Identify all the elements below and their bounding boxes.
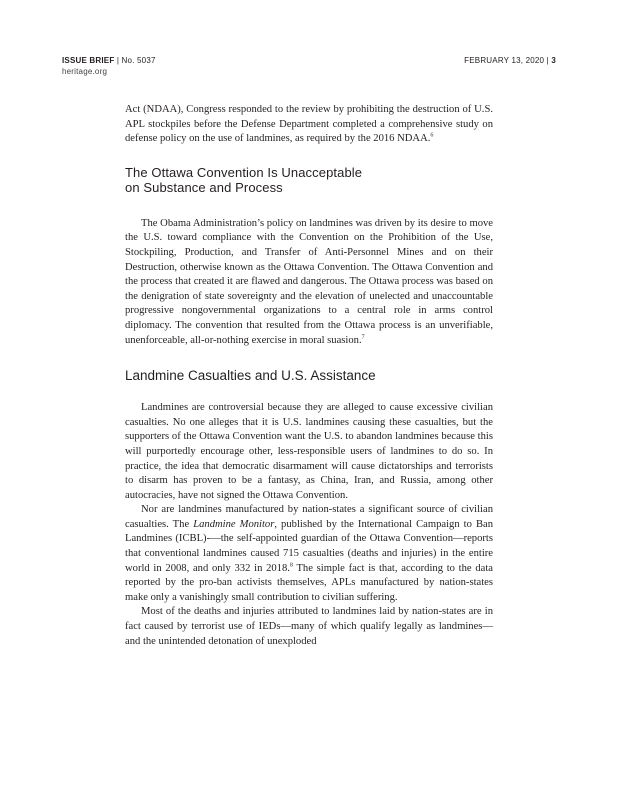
paragraph-text: , published by the International Campaign to Ban Landmines (ICBL)-—the self-appointed guardian of the Ottawa Convention—reports that conventional landmines caused 715 casualties (deaths and injuries) in the entire world in 2008, and only 332 in 2018. (125, 518, 494, 574)
body-paragraph (125, 401, 493, 503)
publication-title: Landmine Monitor (193, 518, 275, 530)
section-heading-ottawa (125, 165, 493, 195)
article-body (125, 103, 493, 649)
publication-date: FEBRUARY 13, 2020 | (464, 56, 552, 65)
body-paragraph (125, 503, 493, 605)
heading-line-2: on Substance and Process (125, 179, 283, 195)
series-label: ISSUE BRIEF (62, 56, 115, 65)
series-number: | No. 5037 (114, 56, 156, 65)
footnote-ref[interactable]: 8 (289, 562, 293, 569)
paragraph-text: Nor are landmines manufactured by nation-states a significant source of civilian casualties. The (125, 504, 493, 530)
paragraph-text: The simple fact is that, according to the data reported by the pro-ban activists themselves, APLs manufactured by nation-states make only a vanishingly small contribution to civilian suffering. (125, 562, 493, 603)
body-paragraph (125, 605, 493, 649)
date-page-info (464, 56, 556, 66)
paragraph-text: Most of the deaths and injuries attributed to landmines laid by nation-states are in fact caused by terrorist use of IEDs—many of which qualify legally as landmines—and the unintended detonation of unexploded (125, 606, 493, 647)
body-paragraph (125, 217, 493, 348)
page-header (0, 0, 618, 90)
paragraph-text: Landmines are controversial because they are alleged to cause excessive civilian casualties. No one alleges that it is U.S. landmines causing these casualties, but the supporters of the Ottawa Convention want the U.S. to abandon landmines because this will purportedly encourage other, less-responsible users of landmines to do so. In practice, the idea that democratic disarmament will cause dictatorships and terrorists to disarm has proven to be a fantasy, as China, Iran, and Russia, among other autocracies, have not signed the Ottawa Convention. (125, 402, 493, 501)
section-heading-casualties: Landmine Casualties and U.S. Assistance (125, 368, 376, 384)
publication-info (62, 56, 156, 77)
page-number: 3 (551, 56, 556, 65)
paragraph-text: The Obama Administration’s policy on landmines was driven by its desire to move the U.S. toward compliance with the Convention on the Prohibition of the Use, Stockpiling, Production, and Transfer of Anti-Personnel Mines and on their Destruction, otherwise known as the Ottawa Convention. The Ottawa Convention and the process that created it are flawed and dangerous. The Ottawa process was based on the denigration of state sovereignty and the elevation of unelected and unaccountable progressive nongovernmental organizations to a central role in arms control diplomacy. The convention that resulted from the Ottawa process is an unverifiable, unenforceable, all-or-nothing exercise in moral suasion. (125, 217, 493, 346)
footnote-ref[interactable]: 7 (361, 334, 365, 340)
intro-paragraph (125, 103, 493, 147)
heading-line-1: The Ottawa Convention Is Unacceptable (125, 164, 363, 180)
footnote-ref[interactable]: 6 (430, 132, 434, 139)
intro-text: Act (NDAA), Congress responded to the review by prohibiting the destruction of U.S. APL stockpiles before the Defense Department completed a comprehensive study on defense policy on the use of landmines, as required by the 2016 NDAA. (125, 104, 493, 145)
site-link[interactable]: heritage.org (62, 67, 108, 76)
